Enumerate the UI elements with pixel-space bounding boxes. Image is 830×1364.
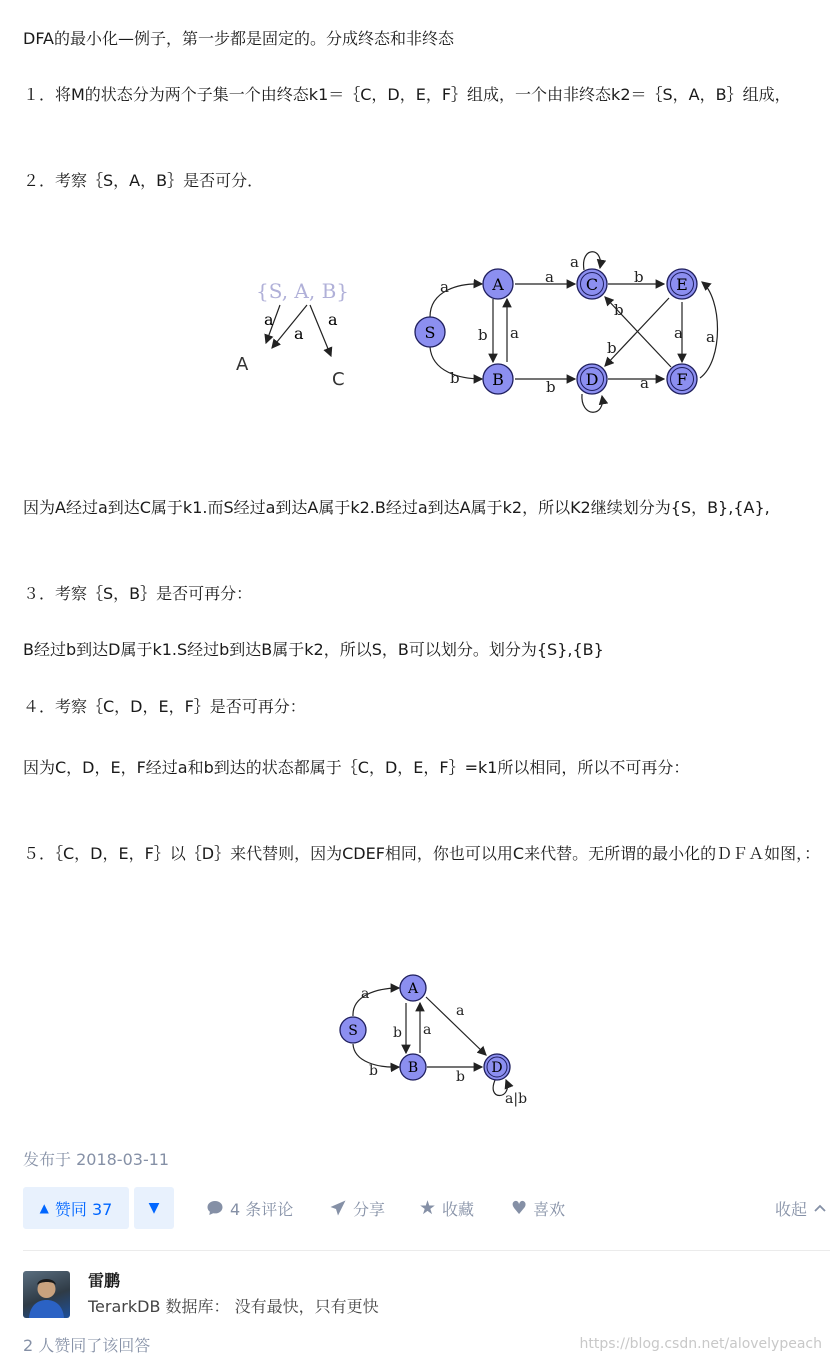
favorite-button[interactable] [419, 1187, 474, 1229]
share-label: 分享 [353, 1199, 386, 1219]
state-f [667, 364, 697, 394]
edge-label: a [423, 1022, 432, 1038]
minimized-dfa-diagram [0, 960, 830, 1120]
share-button[interactable] [329, 1187, 385, 1229]
state-c [577, 269, 607, 299]
svg-text:A: A [407, 981, 419, 997]
svg-text:D: D [491, 1060, 503, 1076]
publish-date: 发布于 2018-03-11 [23, 1150, 170, 1169]
favorite-label: 收藏 [442, 1199, 475, 1219]
comments-button[interactable] [206, 1187, 293, 1229]
like-button[interactable] [511, 1187, 565, 1229]
state-d [577, 364, 607, 394]
p-reason1: 因为A经过a到达C属于k1.而S经过a到达A属于k2.B经过a到达A属于k2，所以K2继续划分为{S，B},{A}, [23, 498, 770, 517]
state-e [667, 269, 697, 299]
p-reason2: B经过b到达D属于k1.S经过b到达B属于k2，所以S，B可以划分。划分为{S},{B} [23, 640, 604, 659]
likes-count[interactable]: 2 人赞同了该回答 [23, 1336, 151, 1355]
collapse-label: 收起 [775, 1199, 808, 1219]
divider [23, 1250, 830, 1251]
edge-label: b [614, 301, 624, 319]
edge-label: a [510, 324, 519, 342]
edge-label: a [674, 324, 683, 342]
edge-label: a [570, 253, 579, 271]
p-step1: １．将M的状态分为两个子集一个由终态k1＝｛C，D，E，F｝组成，一个由非终态k2＝｛S，A，B｝组成， [23, 85, 791, 104]
share-icon [329, 1199, 347, 1217]
svg-text:B: B [492, 370, 504, 389]
state-s [415, 317, 445, 347]
author-bio: TerarkDB 数据库： 没有最快，只有更快 [88, 1297, 379, 1316]
edge-label: b [478, 326, 488, 344]
svg-text:S: S [424, 323, 436, 342]
triangle-down-icon: ▼ [148, 1200, 160, 1216]
watermark: https://blog.csdn.net/alovelypeach [579, 1336, 822, 1352]
svg-text:S: S [348, 1023, 358, 1039]
edge-label: a [545, 268, 554, 286]
set-label: {S, A, B} [256, 279, 350, 303]
svg-text:B: B [407, 1060, 419, 1076]
triangle-up-icon: ▲ [39, 1201, 49, 1215]
svg-text:A: A [492, 275, 504, 294]
edge-label: b [546, 378, 556, 396]
edge-label: b [634, 268, 644, 286]
state-b [400, 1054, 426, 1080]
state-d [484, 1054, 510, 1080]
state-s [340, 1017, 366, 1043]
star-icon: ★ [419, 1197, 437, 1219]
p-step4: ４．考察｛C，D，E，F｝是否可再分： [23, 697, 306, 716]
target-a: A [236, 354, 249, 375]
edge-label: a [706, 328, 715, 346]
edge-label: a [456, 1003, 465, 1019]
target-c: C [332, 369, 345, 390]
edge-label: b [393, 1025, 402, 1041]
edge-label: b [607, 339, 617, 357]
svg-text:D: D [585, 370, 599, 389]
vote-up-label: 赞同 37 [54, 1199, 113, 1219]
comment-icon [206, 1199, 224, 1217]
p-step5: ５．｛C，D，E，F｝以｛D｝来代替则，因为CDEF相同，你也可以用C来代替。无所谓的最小化的ＤＦＡ如图，： [23, 844, 821, 863]
p-step2: ２．考察｛S，A，B｝是否可分． [23, 171, 264, 190]
svg-text:F: F [676, 370, 688, 389]
edge-label: a [440, 278, 449, 296]
edge-label: a [328, 310, 338, 329]
edge-label: b [456, 1069, 465, 1085]
author-name[interactable]: 雷鹏 [88, 1271, 121, 1290]
vote-down-button[interactable] [134, 1187, 174, 1229]
like-label: 喜欢 [533, 1199, 566, 1219]
state-a [400, 975, 426, 1001]
edge-label: b [369, 1063, 378, 1079]
edge-label: a [264, 310, 274, 329]
edge-label: a [294, 324, 304, 343]
collapse-button[interactable] [775, 1187, 827, 1229]
state-b [483, 364, 513, 394]
vote-up-button[interactable] [23, 1187, 129, 1229]
comments-label: 4 条评论 [230, 1199, 294, 1219]
chevron-up-icon [813, 1201, 827, 1215]
edge-label: a|b [505, 1091, 528, 1107]
edge-label: a [361, 986, 370, 1002]
dfa-diagram [0, 230, 830, 460]
svg-text:E: E [676, 275, 688, 294]
state-a [483, 269, 513, 299]
p-step3: ３．考察｛S，B｝是否可再分： [23, 584, 253, 603]
heart-icon: ♥ [511, 1197, 528, 1219]
avatar[interactable] [23, 1271, 70, 1318]
svg-text:C: C [585, 275, 599, 294]
p-intro: DFA的最小化—例子，第一步都是固定的。分成终态和非终态 [23, 29, 455, 48]
action-bar [23, 1187, 830, 1229]
p-reason3: 因为C，D，E，F经过a和b到达的状态都属于｛C，D，E，F｝=k1所以相同，所以不可再分： [23, 758, 690, 777]
edge-label: b [450, 369, 460, 387]
edge-label: a [640, 374, 649, 392]
